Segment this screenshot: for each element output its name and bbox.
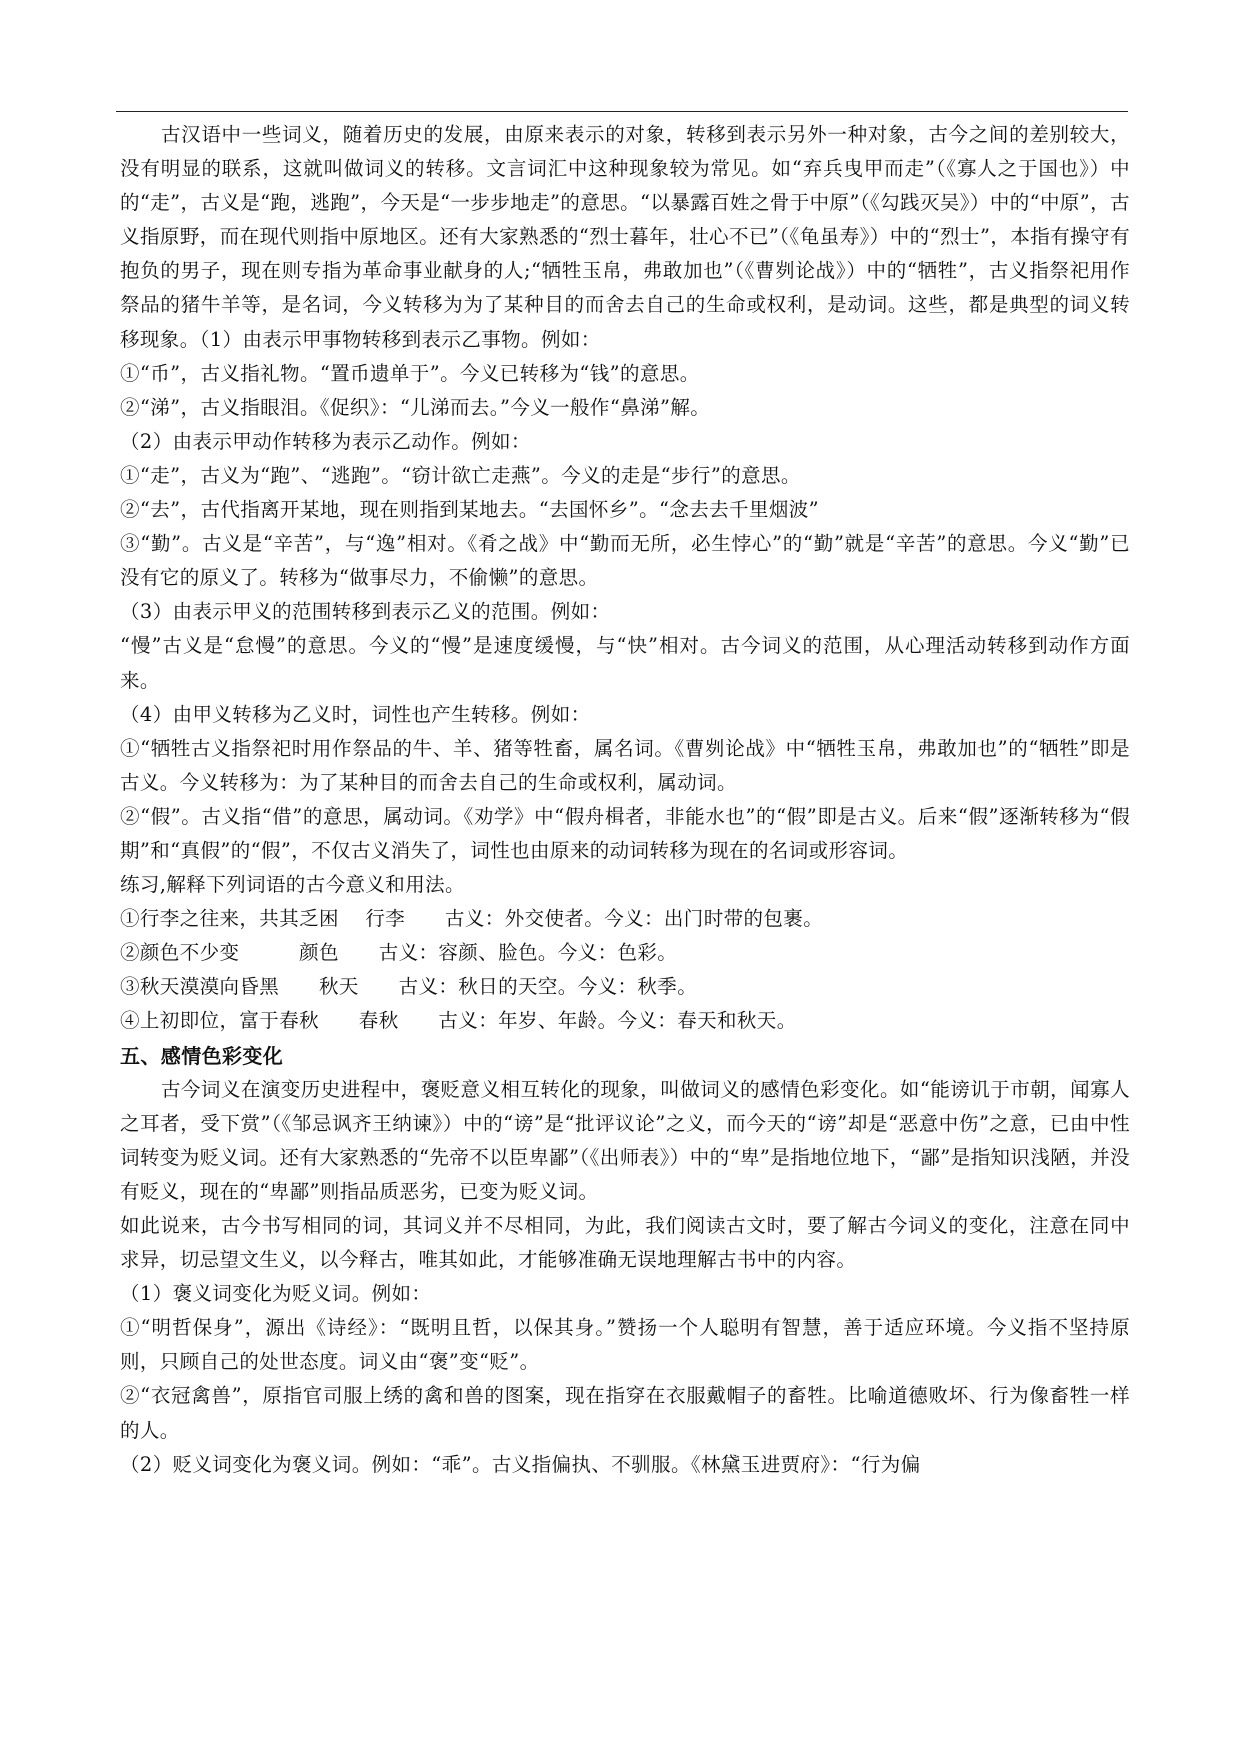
subheading-scope-shift: （3）由表示甲义的范围转移到表示乙义的范围。例如： — [120, 600, 611, 624]
exercise-item-3: ③秋天漠漠向昏黑 秋天 古义：秋日的天空。今义：秋季。 — [120, 975, 698, 999]
document-body — [120, 118, 1130, 1482]
exercise-item-4: ④上初即位，富于春秋 春秋 古义：年岁、年龄。今义：春天和秋天。 — [120, 1009, 797, 1033]
exercise-item-1: ①行李之往来，共其乏困 行李 古义：外交使者。今义：出门时带的包裹。 — [120, 907, 824, 931]
header-rule — [116, 111, 1128, 112]
paragraph-emotional-color: 古今词义在演变历史进程中，褒贬意义相互转化的现象，叫做词义的感情色彩变化。如“能谤讥于市朝，闻寡人之耳者，受下赏”（《邹忌讽齐王纳谏》）中的“谤”是“批评议论”之义，而今天的“谤”却是“恶意中伤”之意，已由中性词转变为贬义词。还有大家熟悉的“先帝不以臣卑鄙”（《出师表》）中的“卑”是指地位地下，“鄙”是指知识浅陋，并没有贬义，现在的“卑鄙”则指品质恶劣，已变为贬义词。 — [120, 1077, 1130, 1203]
example-qu: ②“去”，古代指离开某地，现在则指到某地去。“去国怀乡”。“念去去千里烟波” — [120, 498, 820, 522]
paragraph-word-meaning-shift: 古汉语中一些词义，随着历史的发展，由原来表示的对象，转移到表示另外一种对象，古今之间的差别较大，没有明显的联系，这就叫做词义的转移。文言词汇中这种现象较为常见。如“弃兵曳甲而走”（《寡人之于国也》）中的“走”，古义是“跑，逃跑”，今天是“一步步地走”的意思。“以暴露百姓之骨于中原”（《勾践灭吴》）中的“中原”，古义指原野，而在现代则指中原地区。还有大家熟悉的“烈士暮年，壮心不已”（《龟虽寿》）中的“烈士”，本指有操守有抱负的男子，现在则专指为革命事业献身的人;“牺牲玉帛，弗敢加也”（《曹刿论战》）中的“牺牲”，古义指祭祀用作祭品的猪牛羊等，是名词，今义转移为为了某种目的而舍去自己的生命或权利，是动词。这些，都是典型的词义转移现象。（1）由表示甲事物转移到表示乙事物。例如： — [120, 123, 1130, 351]
example-jia: ②“假”。古义指“借”的意思，属动词。《劝学》中“假舟楫者，非能水也”的“假”即是古义。后来“假”逐渐转移为“假期”和“真假”的“假”，不仅古义消失了，词性也由原来的动词转移为现在的名词或形容词。 — [120, 804, 1130, 862]
example-yiguan: ②“衣冠禽兽”，原指官司服上绣的禽和兽的图案，现在指穿在衣服戴帽子的畜牲。比喻道德败坏、行为像畜牲一样的人。 — [120, 1384, 1130, 1442]
example-xisheng: ①“牺牲古义指祭祀时用作祭品的牛、羊、猪等牲畜，属名词。《曹刿论战》中“牺牲玉帛，弗敢加也”的“牺牲”即是古义。今义转移为：为了某种目的而舍去自己的生命或权利，属动词。 — [120, 736, 1130, 794]
example-qin: ③“勤”。古义是“辛苦”，与“逸”相对。《肴之战》中“勤而无所，必生悖心”的“勤”就是“辛苦”的意思。今义“勤”已没有它的原义了。转移为“做事尽力，不偷懒”的意思。 — [120, 532, 1130, 590]
exercise-item-2: ②颜色不少变 颜色 古义：容颜、脸色。今义：色彩。 — [120, 941, 678, 965]
example-mingzhe: ①“明哲保身”，源出《诗经》：“既明且哲，以保其身。”赞扬一个人聪明有智慧，善于适应环境。今义指不坚持原则，只顾自己的处世态度。词义由“褒”变“贬”。 — [120, 1316, 1130, 1374]
example-man: “慢”古义是“怠慢”的意思。今义的“慢”是速度缓慢，与“快”相对。古今词义的范围，从心理活动转移到动作方面来。 — [120, 634, 1130, 692]
example-bi: ①“币”，古义指礼物。“置币遗单于”。今义已转移为“钱”的意思。 — [120, 361, 700, 385]
example-zou: ①“走”，古义为“跑”、“逃跑”。“窃计欲亡走燕”。今义的走是“步行”的意思。 — [120, 463, 801, 487]
subheading-positive-to-negative: （1）褒义词变化为贬义词。例如： — [120, 1282, 432, 1306]
section-heading-emotional-color: 五、感情色彩变化 — [120, 1043, 284, 1068]
paragraph-conclusion: 如此说来，古今书写相同的词，其词义并不尽相同，为此，我们阅读古文时，要了解古今词义的变化，注意在同中求异，切忌望文生义，以今释古，唯其如此，才能够准确无误地理解古书中的内容。 — [120, 1214, 1130, 1272]
subheading-action-shift: （2）由表示甲动作转移为表示乙动作。例如： — [120, 429, 531, 453]
subheading-part-of-speech-shift: （4）由甲义转移为乙义时，词性也产生转移。例如： — [120, 702, 591, 726]
example-ti: ②“涕”，古义指眼泪。《促织》：“儿涕而去。”今义一般作“鼻涕”解。 — [120, 395, 711, 419]
exercise-title: 练习,解释下列词语的古今意义和用法。 — [120, 873, 465, 897]
subheading-negative-to-positive: （2）贬义词变化为褒义词。例如：“乖”。古义指偏执、不驯服。《林黛玉进贾府》：“行为偏 — [120, 1452, 921, 1476]
